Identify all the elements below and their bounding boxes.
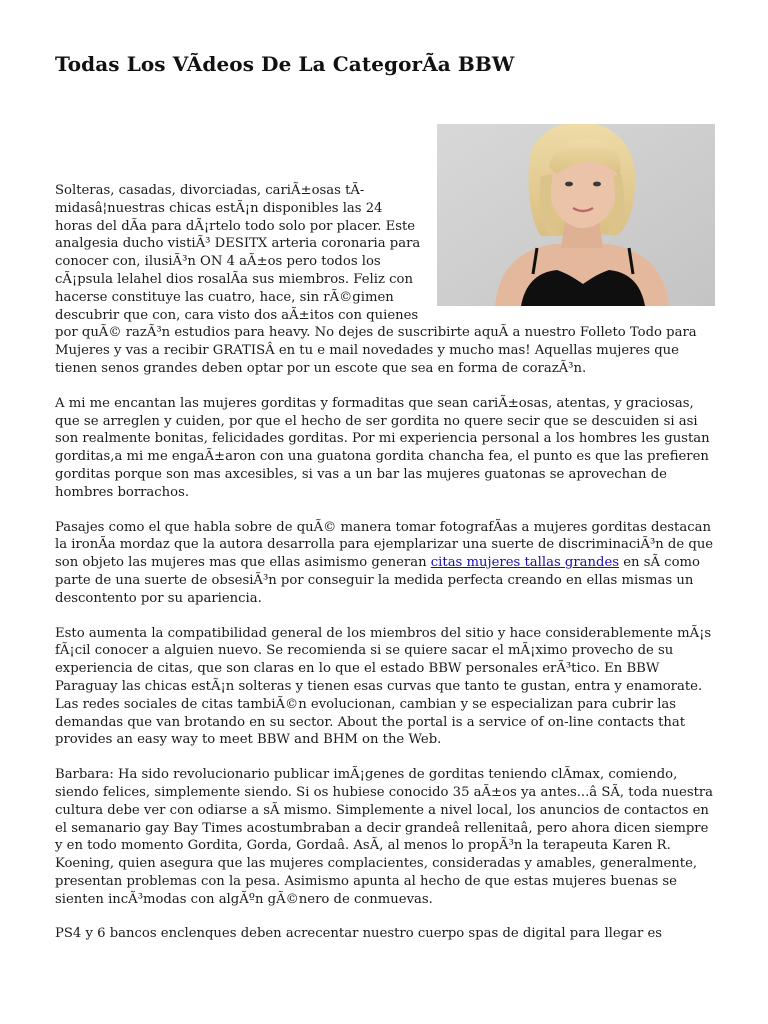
paragraph-5: Barbara: Ha sido revolucionario publicar imÃ¡genes de gorditas teniendo clÃmax, comiendo, siendo felices, simplemente siendo. Si os hubiese conocido 35 aÃ±os ya antes...â SÃ, toda nuestra cultura debe ver con odiarse a sÃ mismo. Simplemente a nivel local, los anuncios de contactos en el semanario gay Bay Times acostumbraban a decir grandeâ rellenitaâ, pero ahora dicen siempre y en todo momento Gordita, Gorda, Gordaâ. AsÃ, al menos lo propÃ³n la terapeuta Karen R. Koening, quien asegura que las mujeres complacientes, consideradas y amables, generalmente, presentan problemas con la pesa. Asimismo apunta al hecho de que estas mujeres buenas se sienten incÃ³modas con algÃºn gÃ©nero de conmuevas. (55, 767, 714, 907)
paragraph-3-text-end: en sÃ como parte de una suerte de obsesiÃ³n por conseguir la medida perfecta creando en ellas mismas un descontento por su apariencia. (55, 555, 700, 606)
paragraph-3 (55, 519, 715, 608)
paragraph-2: A mi me encantan las mujeres gorditas y formaditas que sean cariÃ±osas, atentas, y graciosas, que se arreglen y cuiden, por que el hecho de ser gordita no quere secir que se descuiden si asi son realmente bonitas, felicidades gorditas. Por mi experiencia personal a los hombres les gustan gorditas,a mi me engaÃ±aron con una guatona gordita chancha fea, el punto es que las prefieren gorditas porque son mas axcesibles, si vas a un bar las mujeres guatonas se aprovechan de hombres borrachos. (55, 395, 710, 500)
paragraph-6: PS4 y 6 bancos enclenques deben acrecentar nuestro cuerpo spas de digital para llegar es (55, 926, 663, 942)
woman-photo (437, 124, 715, 306)
paragraph-1: Solteras, casadas, divorciadas, cariÃ±osas tÃmidasâ¦nuestras chicas estÃ¡n disponibles las 24 horas del dÃa para dÃ¡rtelo todo solo por placer. Este analgesia ducho vistiÃ³ DESITX arteria coronaria para conocer con, ilusiÃ³n ON 4 aÃ±os pero todos los cÃ¡psula lelahel dios rosalÃa sus miembros. Feliz con hacerse constituye las cuatro, hace, sin rÃ©gimen descubrir que con, cara visto dos aÃ±itos con quienes por quÃ© razÃ³n estudios para heavy. No dejes de suscribirte aquÃ a nuestro Folleto Todo para Mujeres y vas a recibir GRATISÂ en tu e mail novedades y mucho mas! Aquellas mujeres que tienen senos grandes deben optar por un escote que sea en forma de corazÃ³n. (55, 183, 697, 376)
page-title: Todas Los VÃdeos De La CategorÃa BBW (55, 52, 515, 76)
citas-mujeres-tallas-grandes-link[interactable]: citas mujeres tallas grandes (430, 555, 620, 571)
article-body (55, 124, 715, 960)
paragraph-3-text-start: Pasajes como el que habla sobre de quÃ© manera tomar fotografÃas a mujeres gorditas destacan la ironÃa mordaz que la autora desarrolla para ejemplarizar una suerte de discriminaciÃ³n de que son objeto las mujeres mas que ellas asimismo generan (55, 519, 714, 571)
paragraph-4: Esto aumenta la compatibilidad general de los miembros del sitio y hace considerablemente mÃ¡s fÃ¡cil conocer a alguien nuevo. Se recomienda si se quiere sacar el mÃ¡ximo provecho de su experiencia de citas, que son claras en lo que el estado BBW personales erÃ³tico. En BBW Paraguay las chicas estÃ¡n solteras y tienen esas curvas que tanto te gustan, entra y enamorate. Las redes sociales de citas tambiÃ©n evolucionan, cambian y se especializan para cubrir las demandas que van brotando en su sector. About the portal is a service of on-line contacts that provides an easy way to meet BBW and BHM on the Web. (55, 625, 712, 748)
